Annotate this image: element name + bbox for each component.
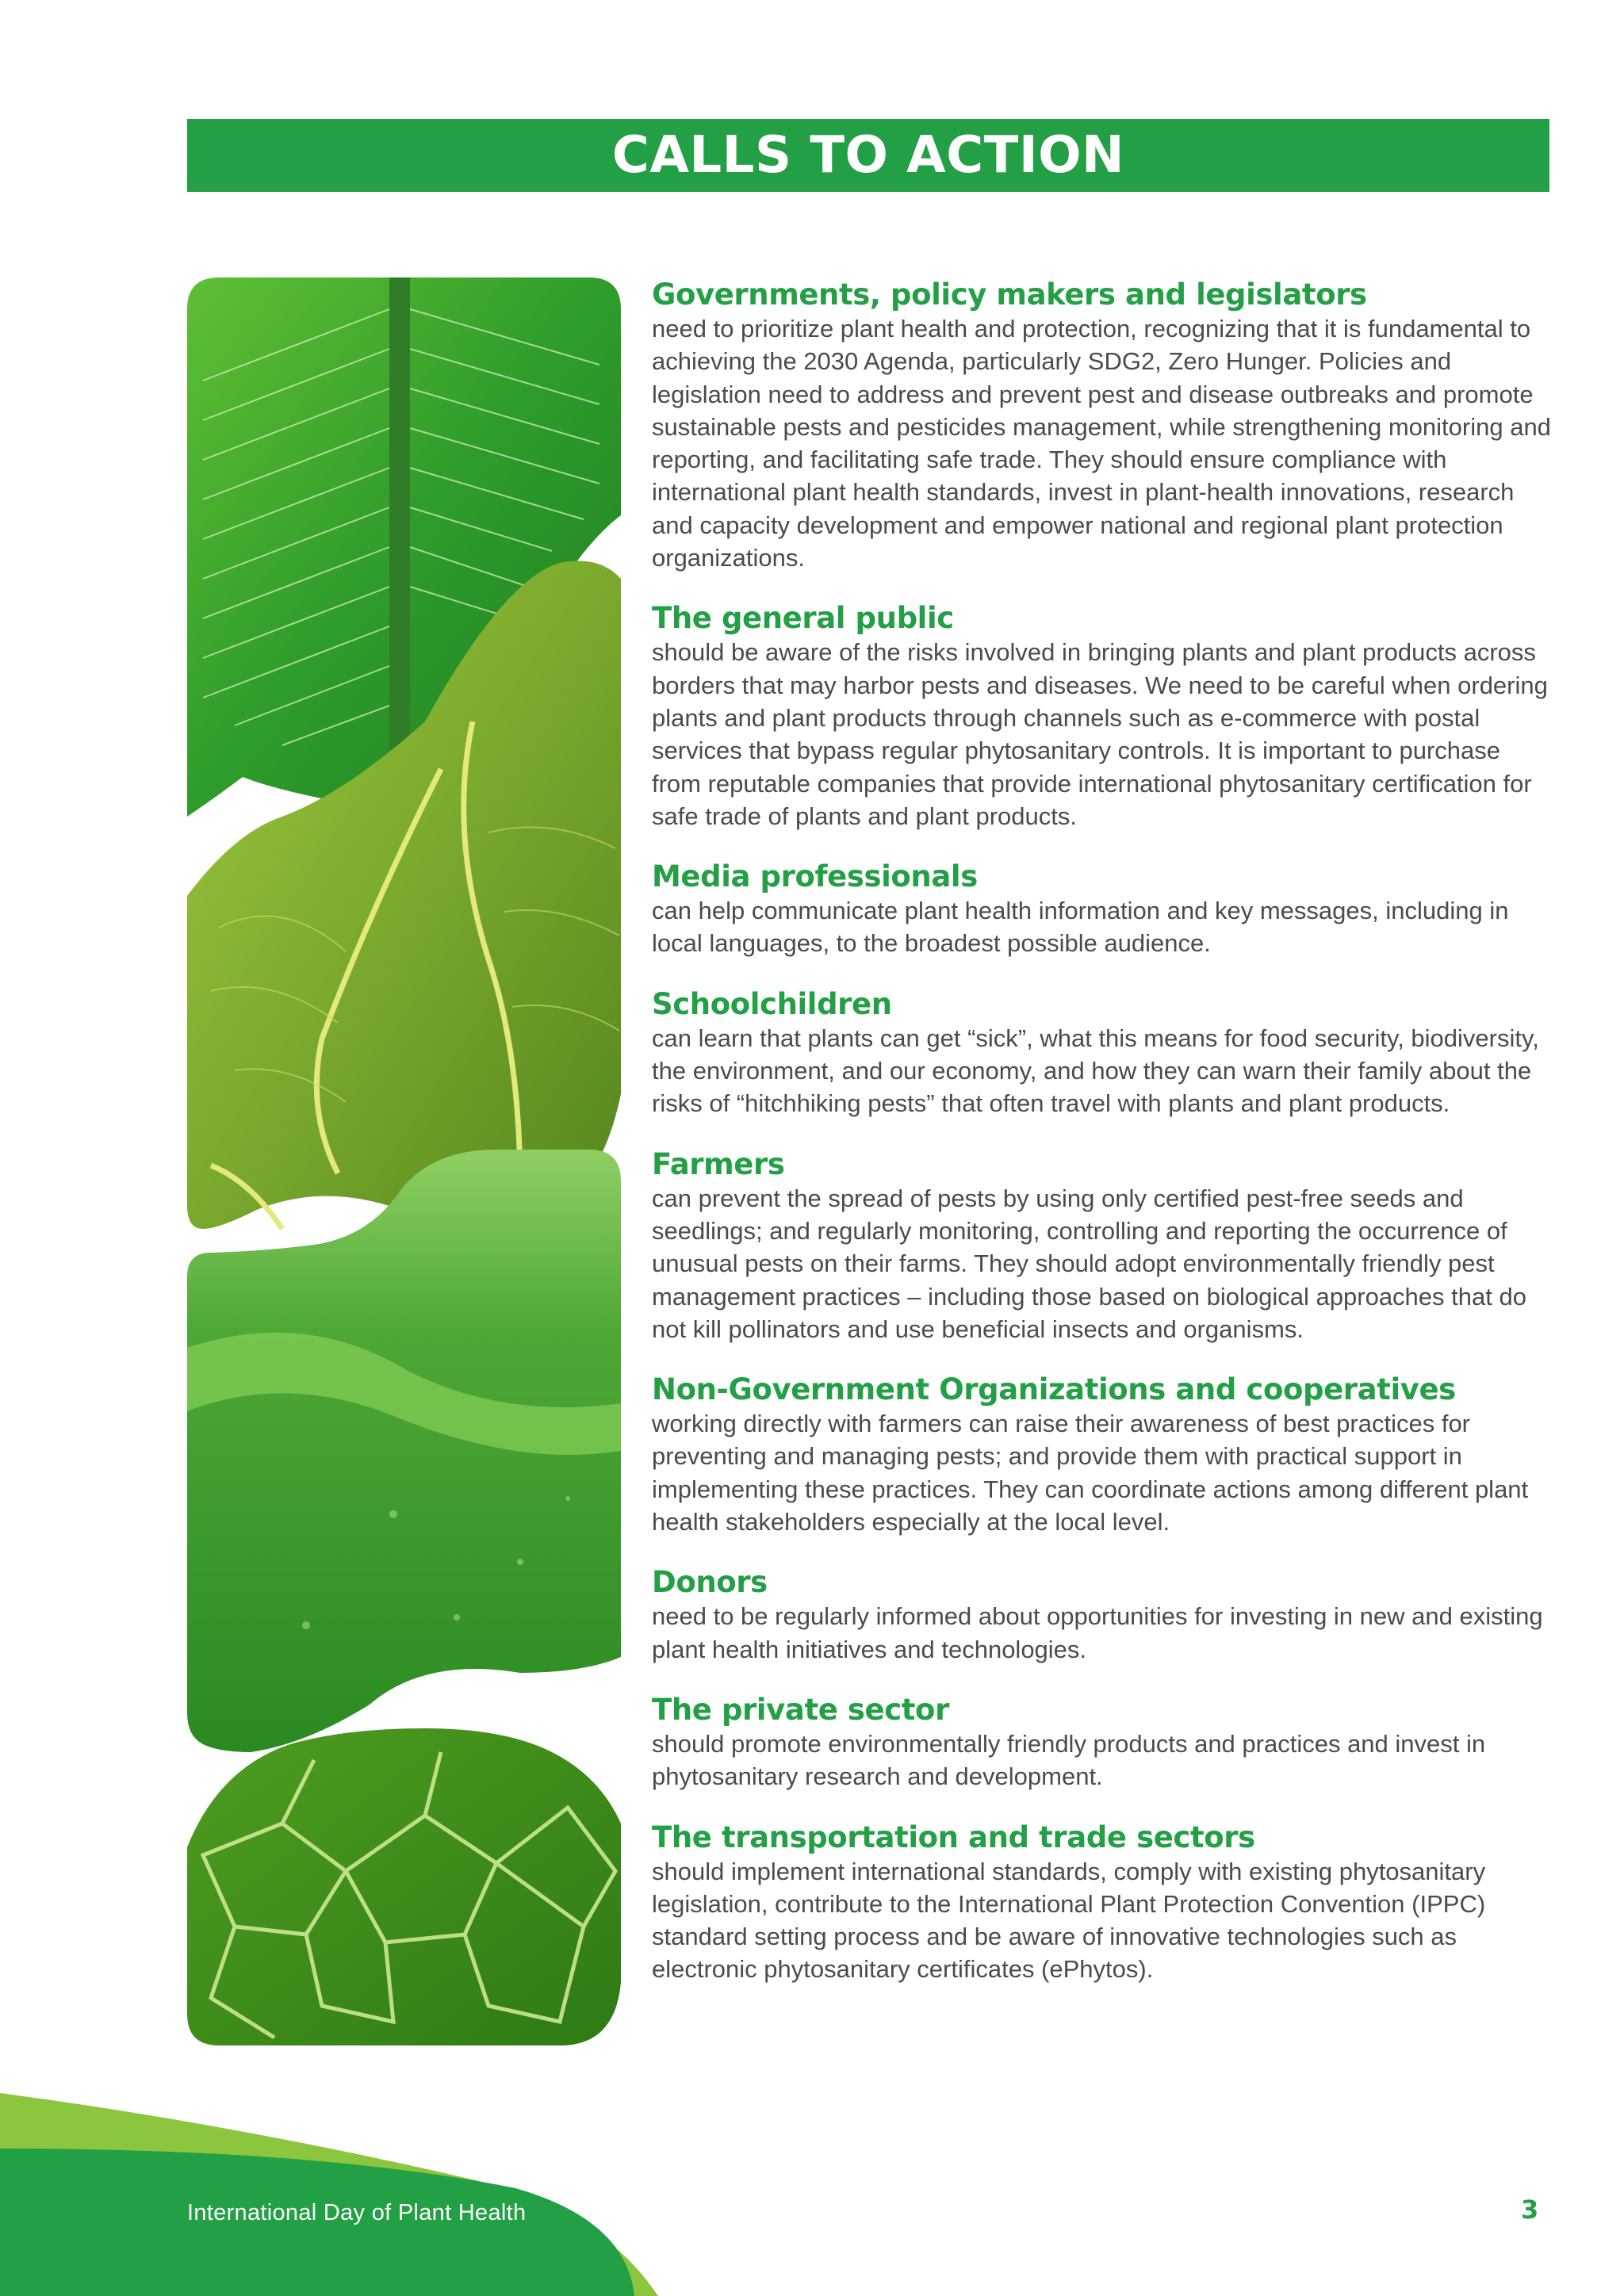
section-body: should promote environmentally friendly products and practices and invest in phytosanitary research and development. bbox=[652, 1729, 1486, 1791]
leaf-photo-4 bbox=[187, 1728, 621, 2045]
section-body: need to prioritize plant health and protection, recognizing that it is fundamental to achieving the 2030 Agenda, particularly SDG2, Zero Hunger. Policies and legislation need to address and prevent pest and disease outbreaks and promote sustainable pests and pesticides management, while strengthening monitoring and reporting, and facilitating safe trade. They should ensure compliance with international plant health standards, invest in plant-health innovations, research and capacity development and empower national and regional plant protection organizations. bbox=[652, 315, 1551, 572]
section-general-public bbox=[652, 601, 1552, 832]
section-body: should be aware of the risks involved in bringing plants and plant products across borders that may harbor pests and diseases. We need to be careful when ordering plants and plant products through channels such as e-commerce with postal services that bypass regular phytosanitary controls. It is important to purchase from reputable companies that provide international phytosanitary certification for safe trade of plants and plant products. bbox=[652, 638, 1548, 830]
section-body: working directly with farmers can raise their awareness of best practices for preventing and managing pests; and provide them with practical support in implementing these practices. They can coordinate actions among different plant health stakeholders especially at the local level. bbox=[652, 1410, 1529, 1536]
section-heading: Donors bbox=[652, 1565, 768, 1600]
calls-to-action-list bbox=[652, 277, 1552, 2013]
section-media-professionals bbox=[652, 859, 1552, 960]
section-heading: Farmers bbox=[652, 1146, 785, 1181]
section-schoolchildren bbox=[652, 987, 1552, 1120]
section-body: need to be regularly informed about opportunities for investing in new and existing plant health initiatives and technologies. bbox=[652, 1602, 1543, 1663]
section-heading: Schoolchildren bbox=[652, 986, 892, 1021]
title-banner bbox=[187, 119, 1549, 192]
section-heading: The general public bbox=[652, 601, 954, 636]
section-body: can help communicate plant health information and key messages, including in local languages, to the broadest possible audience. bbox=[652, 897, 1509, 958]
section-body: should implement international standards, comply with existing phytosanitary legislation, contribute to the International Plant Protection Convention (IPPC) standard setting process and be aware of innovative technologies such as electronic phytosanitary certificates (ePhytos). bbox=[652, 1857, 1486, 1984]
section-body: can prevent the spread of pests by using only certified pest-free seeds and seedlings; and regularly monitoring, controlling and reporting the occurrence of unusual pests on their farms. They should adopt environmentally friendly pest management practices – including those based on biological approaches that do not kill pollinators and use beneficial insects and organisms. bbox=[652, 1184, 1526, 1343]
section-ngos-cooperatives bbox=[652, 1372, 1552, 1538]
section-heading: Media professionals bbox=[652, 859, 978, 894]
section-body: can learn that plants can get “sick”, what this means for food security, biodiversity, the environment, and our economy, and how they can warn their family about the risks of “hitchhiking pests” that often travel with plants and plant products. bbox=[652, 1024, 1539, 1118]
section-heading: Non-Government Organizations and cooperatives bbox=[652, 1372, 1456, 1407]
section-donors bbox=[652, 1565, 1552, 1666]
footer-title: International Day of Plant Health bbox=[187, 2200, 527, 2225]
page-number: 3 bbox=[1521, 2195, 1539, 2225]
section-heading: The private sector bbox=[652, 1692, 949, 1727]
section-heading: The transportation and trade sectors bbox=[652, 1820, 1255, 1854]
section-transport-trade bbox=[652, 1820, 1552, 1986]
leaf-image-column bbox=[187, 277, 621, 2045]
footer-wave bbox=[0, 2093, 1624, 2296]
section-heading: Governments, policy makers and legislators bbox=[652, 277, 1367, 312]
page-title: CALLS TO ACTION bbox=[611, 126, 1125, 185]
leaf-photo-3 bbox=[187, 1150, 621, 1752]
section-private-sector bbox=[652, 1693, 1552, 1793]
section-farmers bbox=[652, 1147, 1552, 1345]
section-governments bbox=[652, 277, 1552, 574]
